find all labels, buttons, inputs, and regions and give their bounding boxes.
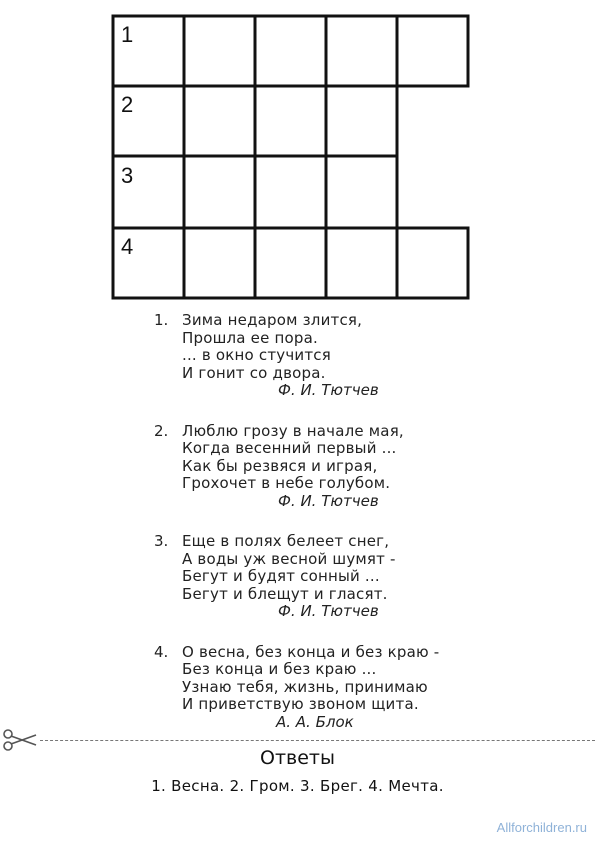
- poem-line: Без конца и без краю ...: [182, 660, 377, 678]
- clue-4: [154, 644, 514, 732]
- watermark: Allforchildren.ru: [496, 820, 587, 835]
- poem-line: Люблю грозу в начале мая,: [182, 421, 404, 440]
- clue-2: [154, 423, 514, 511]
- crossword-cell[interactable]: [397, 228, 468, 298]
- poem-line: И гонит со двора.: [182, 363, 326, 382]
- poem-author: А. А. Блок: [276, 712, 354, 731]
- poem-line: О весна, без конца и без краю -: [182, 642, 440, 661]
- poem-author: Ф. И. Тютчев: [278, 602, 379, 620]
- poem-author: Ф. И. Тютчев: [278, 491, 379, 510]
- poem-line: Зима недаром злится,: [182, 311, 363, 329]
- crossword-cell[interactable]: [255, 228, 326, 298]
- poem-line: Прошла ее пора.: [182, 328, 318, 347]
- row-number-1: 1: [121, 22, 134, 47]
- poem-line: А воды уж весной шумят -: [182, 549, 396, 568]
- crossword-cell[interactable]: [184, 86, 255, 156]
- row-number-2: 2: [121, 92, 134, 117]
- clue-number: 3.: [154, 532, 169, 550]
- crossword-cell[interactable]: [326, 86, 397, 156]
- answers-title: Ответы: [260, 747, 335, 769]
- crossword-cell[interactable]: [255, 156, 326, 228]
- clues-list: [154, 312, 514, 754]
- crossword-cell[interactable]: [184, 228, 255, 298]
- crossword-cell[interactable]: [255, 16, 326, 86]
- poem-line: Как бы резвяся и играя,: [182, 456, 378, 475]
- crossword-cell[interactable]: [397, 16, 468, 86]
- poem-line: И приветствую звоном щита.: [182, 695, 419, 713]
- poem-line: Бегут и будят сонный ...: [182, 567, 380, 585]
- crossword-grid: [0, 0, 595, 310]
- clue-number: 4.: [154, 642, 169, 661]
- crossword-cell[interactable]: [326, 228, 397, 298]
- poem-author: Ф. И. Тютчев: [278, 381, 379, 399]
- poem-line: Бегут и блещут и гласят.: [182, 584, 388, 603]
- clue-1: [154, 312, 514, 400]
- row-number-3: 3: [121, 163, 134, 188]
- row-number-4: 4: [121, 234, 134, 259]
- poem-line: Грохочет в небе голубом.: [182, 474, 391, 492]
- clue-3: [154, 533, 514, 621]
- clue-number: 2.: [154, 421, 169, 440]
- crossword-cell[interactable]: [326, 156, 397, 228]
- poem-line: Еще в полях белеет снег,: [182, 532, 390, 550]
- poem-line: Узнаю тебя, жизнь, принимаю: [182, 677, 428, 696]
- answers-text: 1. Весна. 2. Гром. 3. Брег. 4. Мечта.: [151, 777, 444, 795]
- crossword-cell[interactable]: [184, 16, 255, 86]
- crossword-cell[interactable]: [255, 86, 326, 156]
- poem-line: Когда весенний первый ...: [182, 439, 397, 457]
- clue-number: 1.: [154, 311, 169, 329]
- poem-line: ... в окно стучится: [182, 346, 331, 364]
- cut-line: [40, 740, 595, 741]
- crossword-cell[interactable]: [326, 16, 397, 86]
- crossword-cell[interactable]: [184, 156, 255, 228]
